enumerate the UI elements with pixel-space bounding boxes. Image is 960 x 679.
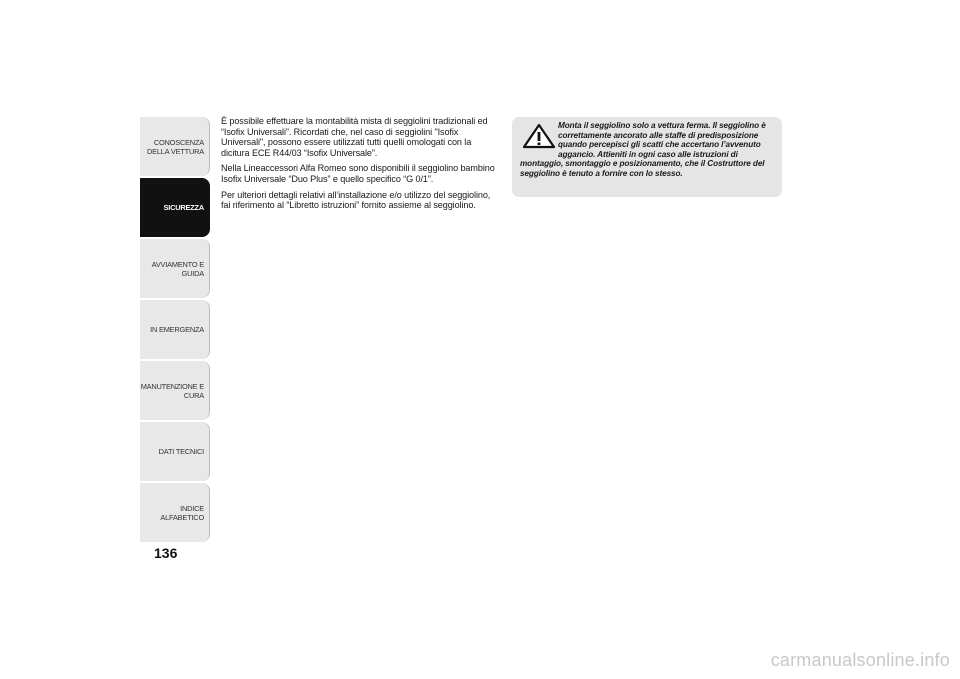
tab-manutenzione-e-cura[interactable] (140, 361, 210, 420)
watermark: carmanualsonline.info (770, 650, 950, 670)
tab-conoscenza-della-vettura[interactable] (140, 117, 210, 176)
tab-label: SICUREZZA (163, 203, 204, 212)
tab-label: IN EMERGENZA (150, 325, 204, 334)
paragraph: È possibile effettuare la montabilità mista di seggiolini tradizionali ed “Isofix Universali”. Ricordati che, nel caso di seggiolini "Isofix Universali", possono essere utilizzati tutti quelli omologati con la dicitura ECE R44/03 “Isofix Universale”. (221, 116, 488, 158)
tab-avviamento-e-guida[interactable] (140, 239, 210, 298)
page-number: 136 (154, 545, 178, 561)
body-text (221, 116, 496, 216)
paragraph: Nella Lineaccessori Alfa Romeo sono disponibili il seggiolino bambino Isofix Universale “Duo Plus” e quello specifico “G 0/1”. (221, 163, 495, 184)
warning-triangle-icon (522, 123, 556, 149)
tab-sicurezza[interactable] (140, 178, 210, 237)
tab-dati-tecnici[interactable] (140, 422, 210, 481)
warning-text: Monta il seggiolino solo a vettura ferma. Il seggiolino è correttamente ancorato alle staffe di predisposizione quando percepisci gli scatti che accertano l’avvenuto aggancio. Attieniti in ogni caso alle istruzioni di montaggio, smontaggio e posizionamento, che il Costruttore del seggiolino è tenuto a fornire con lo stesso. (520, 121, 766, 178)
paragraph: Per ulteriori dettagli relativi all’installazione e/o utilizzo del seggiolino, fai riferimento al “Libretto istruzioni” fornito assieme al seggiolino. (221, 189, 491, 211)
tab-label: INDICE ALFABETICO (160, 503, 204, 522)
tab-label: DATI TECNICI (158, 447, 204, 456)
tab-label: CONOSCENZA DELLA VETTURA (147, 137, 204, 156)
warning-box (512, 117, 782, 197)
tab-indice-alfabetico[interactable] (140, 483, 210, 542)
tab-label: MANUTENZIONE E CURA (140, 381, 204, 400)
tab-label: AVVIAMENTO E GUIDA (151, 259, 204, 278)
tab-in-emergenza[interactable] (140, 300, 210, 359)
